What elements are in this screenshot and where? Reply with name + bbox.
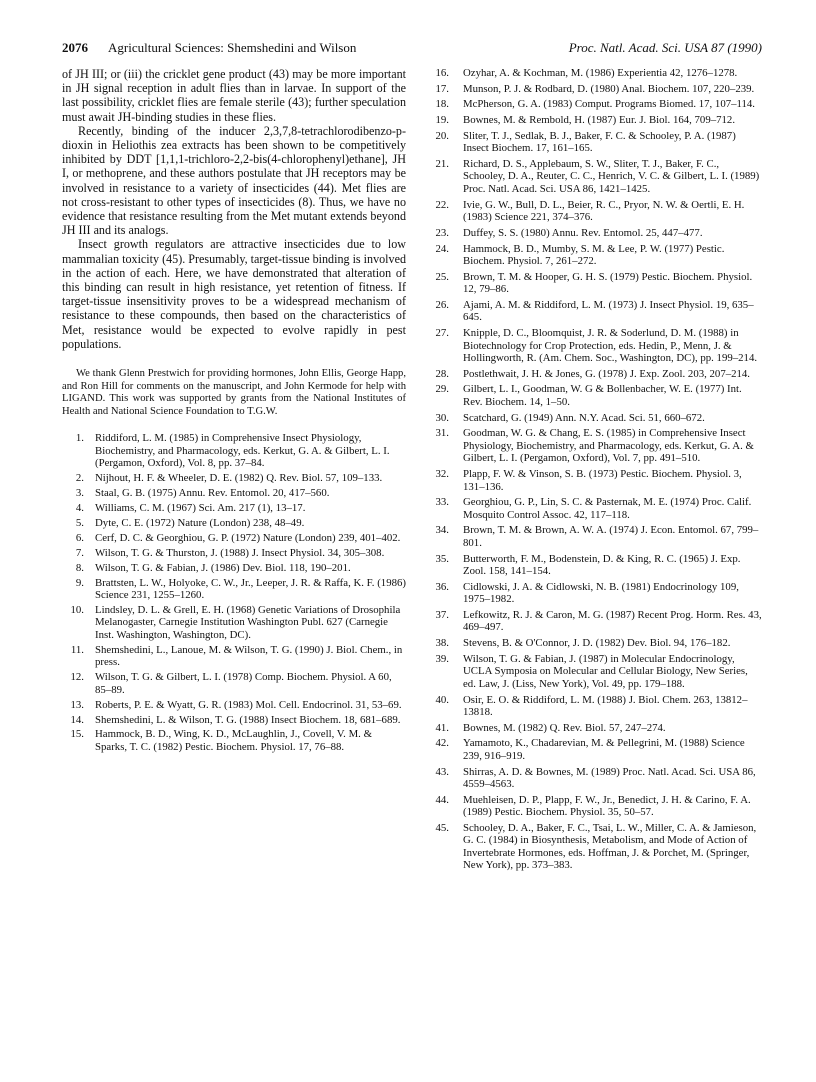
reference-number: 33. — [435, 496, 449, 509]
reference-text: Gilbert, L. I., Goodman, W. G & Bollenbacher, W. E. (1977) Int. Rev. Biochem. 14, 1–50. — [463, 383, 742, 408]
reference-text: Wilson, T. G. & Fabian, J. (1987) in Molecular Endocrinology, UCLA Symposia on Molecular and Cellular Biology, New Series, ed. Law, J. (Liss, New York), Vol. 49, pp. 179–188. — [463, 652, 748, 690]
reference-number: 1. — [75, 432, 84, 445]
reference-text: Ajami, A. M. & Riddiford, L. M. (1973) J. Insect Physiol. 19, 635–645. — [463, 298, 754, 324]
reference-item — [425, 524, 763, 549]
reference-text: Riddiford, L. M. (1985) in Comprehensive Insect Physiology, Biochemistry, and Pharmacology, eds. Kerkut, G. A. & Gilbert, L. I. (Pergamon, Oxford), Vol. 8, pp. 37–84. — [95, 432, 390, 470]
reference-number: 3. — [75, 487, 84, 500]
reference-number: 23. — [435, 226, 449, 239]
reference-text: Duffey, S. S. (1980) Annu. Rev. Entomol. 25, 447–477. — [463, 226, 703, 239]
reference-number: 45. — [435, 821, 449, 834]
reference-number: 18. — [435, 98, 449, 111]
reference-number: 24. — [435, 242, 449, 255]
reference-text: Scatchard, G. (1949) Ann. N.Y. Acad. Sci. 51, 660–672. — [463, 411, 705, 424]
reference-number: 41. — [435, 721, 449, 734]
reference-item — [425, 766, 763, 791]
reference-number: 5. — [75, 517, 84, 529]
reference-number: 31. — [435, 427, 449, 440]
reference-item — [425, 412, 763, 425]
reference-item — [62, 517, 406, 530]
reference-number: 36. — [435, 580, 449, 593]
reference-number: 28. — [435, 367, 449, 380]
reference-item — [62, 604, 406, 642]
reference-number: 20. — [435, 129, 449, 142]
reference-text: Nijhout, H. F. & Wheeler, D. E. (1982) Q. Rev. Biol. 57, 109–133. — [95, 472, 383, 485]
reference-item — [62, 714, 406, 727]
section-title: Agricultural Sciences: Shemshedini and Wilson — [108, 40, 357, 55]
reference-item — [425, 653, 763, 691]
reference-item — [62, 472, 406, 485]
reference-text: Wilson, T. G. & Gilbert, L. I. (1978) Comp. Biochem. Physiol. A 60, 85–89. — [95, 671, 392, 696]
reference-number: 12. — [70, 671, 84, 684]
left-column — [62, 67, 406, 756]
reference-text: Sliter, T. J., Sedlak, B. J., Baker, F. C. & Schooley, P. A. (1987) Insect Biochem. 17, 161–165. — [463, 129, 736, 155]
reference-item — [62, 432, 406, 470]
reference-text: Stevens, B. & O'Connor, J. D. (1982) Dev. Biol. 94, 176–182. — [463, 637, 731, 650]
reference-number: 39. — [435, 652, 449, 665]
reference-number: 42. — [435, 737, 449, 750]
reference-text: Postlethwait, J. H. & Jones, G. (1978) J. Exp. Zool. 203, 207–214. — [463, 367, 751, 380]
reference-number: 17. — [435, 82, 449, 95]
reference-item — [425, 468, 763, 493]
reference-text: Shemshedini, L. & Wilson, T. G. (1988) Insect Biochem. 18, 681–689. — [95, 713, 401, 726]
reference-number: 6. — [75, 531, 84, 544]
reference-number: 26. — [435, 298, 449, 311]
reference-number: 14. — [70, 713, 84, 726]
reference-item — [62, 502, 406, 515]
journal-citation: Proc. Natl. Acad. Sci. USA 87 (1990) — [568, 40, 762, 55]
reference-number: 22. — [435, 198, 449, 211]
reference-number: 19. — [435, 114, 449, 127]
reference-item — [425, 637, 763, 650]
reference-number: 32. — [435, 468, 449, 480]
reference-item — [425, 609, 763, 634]
reference-text: Hammock, B. D., Mumby, S. M. & Lee, P. W. (1977) Pestic. Biochem. Physiol. 7, 261–272. — [463, 242, 725, 267]
reference-text: Shirras, A. D. & Bownes, M. (1989) Proc. Natl. Acad. Sci. USA 86, 4559–4563. — [463, 765, 756, 791]
reference-number: 29. — [435, 383, 449, 396]
reference-text: Bownes, M. (1982) Q. Rev. Biol. 57, 247–274. — [463, 721, 666, 734]
reference-number: 8. — [75, 561, 84, 574]
reference-number: 11. — [70, 643, 84, 656]
reference-text: Cidlowski, J. A. & Cidlowski, N. B. (1981) Endocrinology 109, 1975–1982. — [463, 580, 739, 606]
reference-text: Knipple, D. C., Bloomquist, J. R. & Soderlund, D. M. (1988) in Biotechnology for Crop Protection, eds. Hedin, P., Menn, J. & Hollingworth, R. (Am. Chem. Soc., Washington, DC), pp. 199–214. — [463, 327, 758, 365]
reference-number: 13. — [70, 698, 84, 711]
reference-item — [62, 671, 406, 696]
page-header — [62, 40, 762, 60]
reference-text: Wilson, T. G. & Fabian, J. (1986) Dev. Biol. 118, 190–201. — [95, 561, 351, 574]
reference-text: McPherson, G. A. (1983) Comput. Programs Biomed. 17, 107–114. — [463, 98, 756, 111]
acknowledgment: We thank Glenn Prestwich for providing hormones, John Ellis, George Happ, and Ron Hill for comments on the manuscript, and John Kermode for help with LIGAND. This work was supported by grants from the National Institutes of Health and National Science Foundation to T.G.W. — [62, 368, 406, 417]
reference-number: 21. — [435, 157, 449, 170]
reference-item — [425, 227, 763, 240]
reference-number: 30. — [435, 411, 449, 424]
page-number: 2076 — [62, 40, 88, 55]
reference-text: Shemshedini, L., Lanoue, M. & Wilson, T. G. (1990) J. Biol. Chem., in press. — [95, 643, 403, 669]
reference-item — [425, 581, 763, 606]
reference-list-left — [62, 432, 406, 753]
reference-number: 34. — [435, 524, 449, 537]
reference-item — [425, 794, 763, 819]
reference-item — [425, 98, 763, 111]
reference-item — [425, 427, 763, 465]
reference-text: Brattsten, L. W., Holyoke, C. W., Jr., Leeper, J. R. & Raffa, K. F. (1986) Science 231, 1255–1260. — [95, 576, 406, 602]
reference-text: Hammock, B. D., Wing, K. D., McLaughlin, J., Covell, V. M. & Sparks, T. C. (1982) Pestic. Biochem. Physiol. 17, 76–88. — [95, 728, 372, 753]
reference-item — [425, 383, 763, 408]
reference-text: Goodman, W. G. & Chang, E. S. (1985) in Comprehensive Insect Physiology, Biochemistry, and Pharmacology, eds. Kerkut, G. A. & Gilbert, L. I. (Pergamon, Oxford), Vol. 7, pp. 491–510. — [463, 427, 754, 465]
reference-item — [425, 822, 763, 872]
reference-number: 16. — [435, 67, 449, 79]
reference-text: Ivie, G. W., Bull, D. L., Beier, R. C., Pryor, N. W. & Oertli, E. H. (1983) Science 221, 374–376. — [463, 198, 745, 224]
reference-item — [62, 562, 406, 575]
reference-number: 38. — [435, 637, 449, 650]
reference-item — [425, 271, 763, 296]
reference-item — [425, 299, 763, 324]
reference-text: Plapp, F. W. & Vinson, S. B. (1973) Pestic. Biochem. Physiol. 3, 131–136. — [463, 468, 742, 493]
reference-text: Brown, T. M. & Hooper, G. H. S. (1979) Pestic. Biochem. Physiol. 12, 79–86. — [463, 270, 753, 296]
reference-item — [425, 83, 763, 96]
reference-item — [425, 553, 763, 578]
reference-item — [62, 699, 406, 712]
reference-text: Roberts, P. E. & Wyatt, G. R. (1983) Mol. Cell. Endocrinol. 31, 53–69. — [95, 698, 402, 711]
reference-number: 10. — [70, 603, 84, 616]
reference-item — [62, 547, 406, 560]
reference-item — [425, 737, 763, 762]
reference-text: Cerf, D. C. & Georghiou, G. P. (1972) Nature (London) 239, 401–402. — [95, 531, 401, 544]
reference-number: 44. — [435, 793, 449, 806]
reference-text: Richard, D. S., Applebaum, S. W., Sliter, T. J., Baker, F. C., Schooley, D. A., Reuter, C. C., Henrich, V. C. & Gilbert, L. I. (1989) Proc. Natl. Acad. Sci. USA 86, 1421–1425. — [463, 157, 760, 195]
reference-number: 15. — [70, 728, 84, 741]
reference-item — [425, 114, 763, 127]
reference-number: 2. — [75, 472, 84, 485]
reference-text: Schooley, D. A., Baker, F. C., Tsai, L. W., Miller, C. A. & Jamieson, G. C. (1984) in Biosynthesis, Metabolism, and Mode of Action of Invertebrate Hormones, eds. Hoffman, J. & Porchet, M. (Springer, New York), pp. 373–383. — [463, 821, 757, 872]
reference-number: 43. — [435, 765, 449, 778]
reference-number: 40. — [435, 693, 449, 706]
reference-item — [425, 130, 763, 155]
reference-text: Dyte, C. E. (1972) Nature (London) 238, 48–49. — [95, 517, 305, 529]
reference-text: Butterworth, F. M., Bodenstein, D. & King, R. C. (1965) J. Exp. Zool. 158, 141–154. — [463, 552, 741, 578]
reference-text: Brown, T. M. & Brown, A. W. A. (1974) J. Econ. Entomol. 67, 799–801. — [463, 524, 759, 549]
body-paragraph: of JH III; or (iii) the cricklet gene product (43) may be more important in JH signal reception in adult flies than in larvae. In support of the last possibility, cricklet flies are female sterile (43); further speculation must await JH-binding studies in these flies. — [62, 67, 406, 124]
reference-item — [425, 67, 763, 80]
reference-text: Georghiou, G. P., Lin, S. C. & Pasternak, M. E. (1974) Proc. Calif. Mosquito Control Assoc. 42, 117–118. — [463, 496, 752, 521]
reference-item — [425, 243, 763, 268]
reference-text: Staal, G. B. (1975) Annu. Rev. Entomol. 20, 417–560. — [95, 487, 330, 500]
reference-item — [62, 728, 406, 753]
reference-item — [425, 722, 763, 735]
reference-item — [425, 327, 763, 365]
reference-number: 4. — [75, 502, 84, 515]
reference-text: Osir, E. O. & Riddiford, L. M. (1988) J. Biol. Chem. 263, 13812–13818. — [463, 693, 748, 718]
reference-number: 25. — [435, 270, 449, 283]
reference-number: 35. — [435, 552, 449, 565]
reference-text: Munson, P. J. & Rodbard, D. (1980) Anal. Biochem. 107, 220–239. — [463, 82, 755, 95]
reference-text: Yamamoto, K., Chadarevian, M. & Pellegrini, M. (1988) Science 239, 916–919. — [463, 737, 745, 762]
body-paragraph: Insect growth regulators are attractive insecticides due to low mammalian toxicity (45). Presumably, target-tissue binding is involved in the action of each. Here, we have demonstrated that alteration of this binding can result in high resistance, yet retention of fitness. If target-tissue insensitivity proves to be a widespread mechanism of resistance to these compounds, then based on the characteristics of Met, resistance would be expected to evolve rapidly in pest populations. — [62, 237, 406, 351]
reference-text: Ozyhar, A. & Kochman, M. (1986) Experientia 42, 1276–1278. — [463, 67, 738, 79]
reference-list-right — [425, 67, 763, 875]
reference-item — [425, 199, 763, 224]
reference-number: 9. — [75, 576, 84, 589]
reference-item — [425, 694, 763, 719]
reference-number: 37. — [435, 608, 449, 621]
reference-number: 27. — [435, 327, 449, 340]
reference-item — [62, 487, 406, 500]
reference-text: Williams, C. M. (1967) Sci. Am. 217 (1), 13–17. — [95, 502, 306, 515]
body-paragraph: Recently, binding of the inducer 2,3,7,8-tetrachlorodibenzo-p-dioxin in Heliothis zea extracts has been shown to be competitively inhibited by DDT [1,1,1-trichloro-2,2-bis(4-chlorophenyl)ethane], JH I, or methoprene, and these authors postulate that JH receptors may be involved in resistance to a variety of insecticides (44). Met flies are not cross-resistant to other types of insecticides (8). Thus, we have no evidence that resistance resulting from the Met mutant extends beyond JH III and its analogs. — [62, 123, 406, 238]
reference-item — [425, 368, 763, 381]
reference-text: Lindsley, D. L. & Grell, E. H. (1968) Genetic Variations of Drosophila Melanogaster, Carnegie Institution Washington Publ. 627 (Carnegie Inst. Washington, Washington, DC). — [95, 603, 401, 641]
reference-item — [62, 577, 406, 602]
reference-text: Lefkowitz, R. J. & Caron, M. G. (1987) Recent Prog. Horm. Res. 43, 469–497. — [463, 608, 762, 634]
body-text — [62, 67, 406, 351]
reference-item — [425, 158, 763, 196]
reference-text: Wilson, T. G. & Thurston, J. (1988) J. Insect Physiol. 34, 305–308. — [95, 546, 385, 559]
reference-item — [62, 532, 406, 545]
reference-item — [425, 496, 763, 521]
reference-text: Muehleisen, D. P., Plapp, F. W., Jr., Benedict, J. H. & Carino, F. A. (1989) Pestic. Biochem. Physiol. 35, 50–57. — [463, 793, 751, 819]
reference-item — [62, 644, 406, 669]
reference-text: Bownes, M. & Rembold, H. (1987) Eur. J. Biol. 164, 709–712. — [463, 114, 736, 127]
reference-number: 7. — [75, 546, 84, 559]
